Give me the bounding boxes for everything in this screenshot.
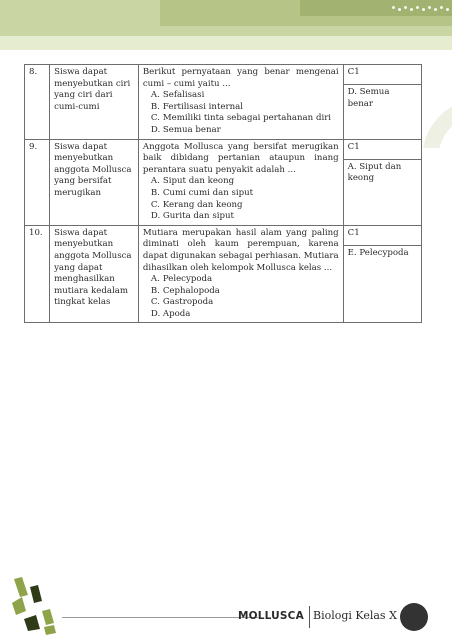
option-list [143,176,339,222]
level-answer-cell [343,225,421,323]
option-letter: C. [150,297,160,308]
option-item [151,176,339,188]
cognitive-level: C1 [344,226,421,246]
option-letter: B. [150,101,160,112]
level-answer-cell [343,139,421,225]
option-letter: B. [150,285,160,296]
option-text: Kerang dan keong [162,199,243,210]
option-item [151,211,339,223]
question-number: 9. [25,139,50,225]
option-item [151,102,339,114]
option-text: Semua benar [162,124,221,135]
option-item [151,125,339,137]
option-text: Memiliki tinta sebagai pertahanan diri [162,113,332,124]
cognitive-level: C1 [344,140,421,160]
question-number: 10. [25,225,50,323]
header-dots-pattern [392,4,452,16]
header-band-layer [0,36,452,50]
option-text: Cumi cumi dan siput [162,187,254,198]
footer-leaf-decoration [8,575,64,635]
option-text: Gurita dan siput [162,211,234,222]
indicator-text: Siswa dapat menyebutkan ciri yang ciri dari cumi-cumi [50,65,139,140]
question-text: Berikut pernyataan yang benar mengenai cumi – cumi yaitu ... [142,67,339,89]
footer-separator [309,606,310,628]
option-text: Apoda [162,308,191,319]
option-letter: A. [150,176,160,187]
option-letter: C. [150,199,160,210]
option-item [151,274,339,286]
option-text: Fertilisasi internal [162,101,244,112]
indicator-text: Siswa dapat menyebutkan anggota Mollusca yang dapat menghasilkan mutiara kedalam tingkat kelas [50,225,139,323]
option-text: Pelecypoda [162,274,213,285]
option-letter: B. [150,187,160,198]
option-item [151,90,339,102]
question-cell [138,139,343,225]
option-letter: D. [150,124,161,135]
footer-rule [62,617,258,618]
option-text: Cephalopoda [162,285,220,296]
option-item [151,297,339,309]
question-cell [138,65,343,140]
option-letter: D. [150,308,161,319]
option-list [143,90,339,136]
answer-key: A. Siput dan keong [347,161,402,184]
answer-key: D. Semua benar [347,87,390,109]
footer-brand: MOLLUSCA [238,610,304,622]
level-answer-cell [343,65,421,140]
header-band [0,0,452,50]
option-letter: A. [150,274,160,285]
table-row [25,65,422,140]
option-letter: C. [150,113,160,124]
question-text: Mutiara merupakan hasil alam yang paling diminati oleh kaum perempuan, karena dapat digunakan sebagai perhiasan. Mutiara dihasilkan oleh kelompok Mollusca kelas ... [142,227,339,273]
option-letter: A. [150,90,160,101]
option-item [151,188,339,200]
option-item [151,286,339,298]
option-text: Sefalisasi [162,90,205,101]
question-cell [138,225,343,323]
table-row [25,139,422,225]
option-list [143,274,339,320]
question-table [24,64,422,323]
answer-key: E. Pelecypoda [347,247,409,258]
option-item [151,113,339,125]
indicator-text: Siswa dapat menyebutkan anggota Mollusca yang bersifat merugikan [50,139,139,225]
cognitive-level: C1 [344,65,421,85]
page-number-circle [400,603,428,631]
table-row [25,225,422,323]
option-text: Gastropoda [162,297,214,308]
option-letter: D. [150,211,161,222]
option-item [151,309,339,321]
footer-subtitle: Biologi Kelas X [313,609,397,622]
option-text: Siput dan keong [162,176,235,187]
option-item [151,200,339,212]
question-text: Anggota Mollusca yang bersifat merugikan baik dibidang pertanian ataupun inang perantara suatu penyakit adalah ... [142,141,339,175]
question-number: 8. [25,65,50,140]
